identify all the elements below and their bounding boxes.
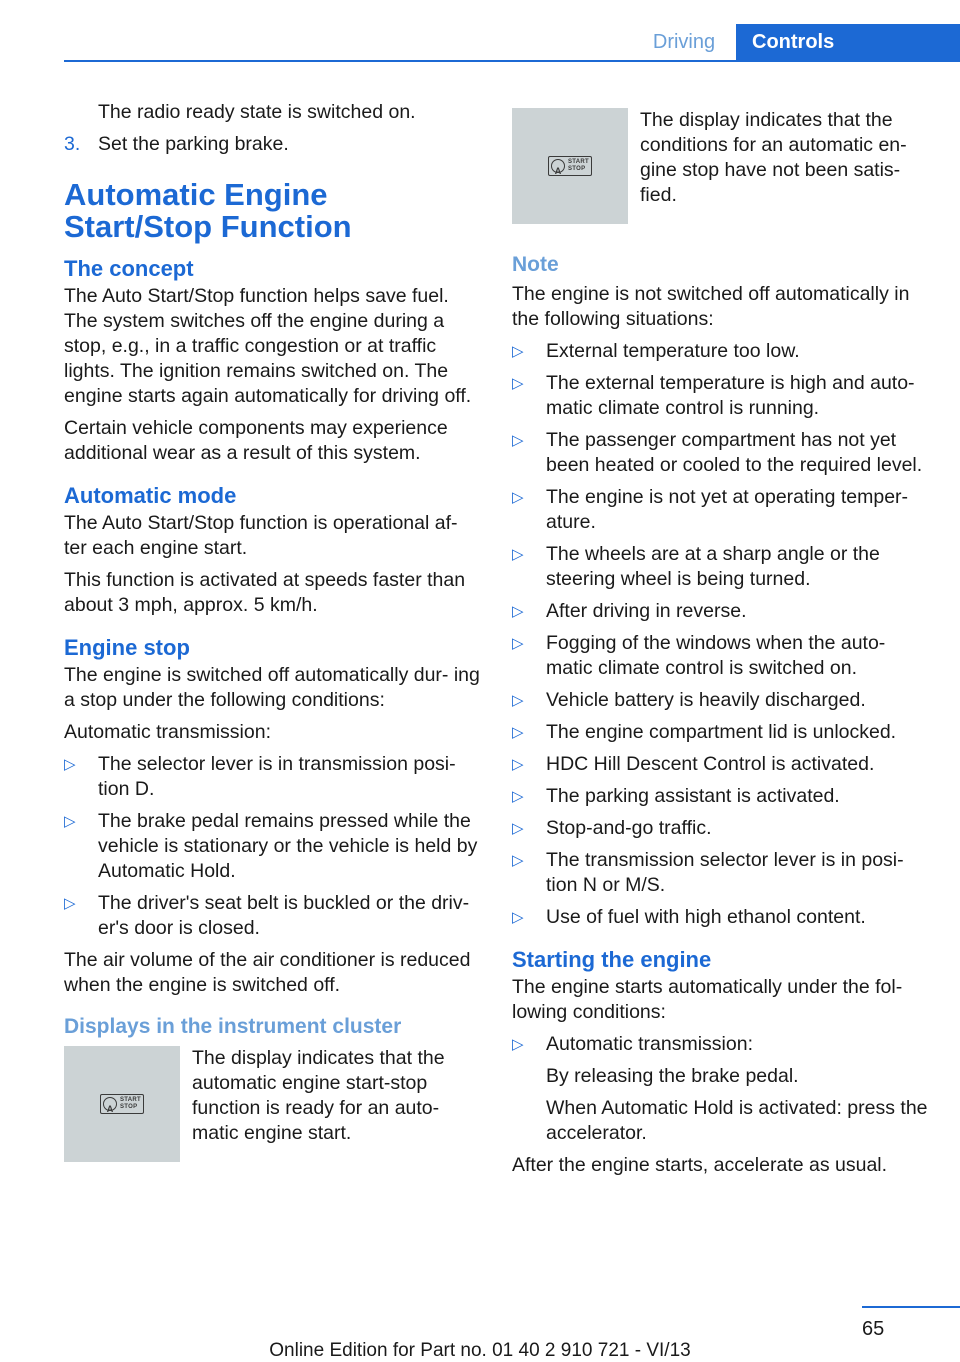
list-item: ▷ The brake pedal remains pressed while the vehicle is stationary or the vehicle is held by Automatic Hold. (64, 810, 478, 882)
bullet-triangle-icon: ▷ (64, 756, 76, 773)
bullet-triangle-icon: ▷ (512, 756, 524, 773)
list-item: ▷ The wheels are at a sharp angle or the steering wheel is being turned. (512, 543, 880, 590)
bullet-triangle-icon: ▷ (512, 375, 524, 392)
header-section-driving[interactable]: Driving (652, 31, 716, 53)
engine-stop-paragraph-3: The air volume of the air conditioner is reduced when the engine is switched off. (64, 949, 471, 996)
list-item: ▷ Use of fuel with high ethanol content. (512, 906, 866, 928)
note-list (512, 339, 930, 930)
bullet-triangle-icon: ▷ (512, 692, 524, 709)
header-rule (64, 60, 960, 62)
starting-list (512, 1032, 930, 1146)
list-item: ▷ After driving in reverse. (512, 600, 747, 622)
step-text: Set the parking brake. (98, 133, 289, 155)
list-item: ▷ Stop-and-go traffic. (512, 817, 712, 839)
bullet-triangle-icon: ▷ (512, 909, 524, 926)
starting-sub-2: When Automatic Hold is activated: press the accelerator. (546, 1097, 928, 1144)
list-item (512, 1032, 930, 1146)
bullet-triangle-icon: ▷ (512, 788, 524, 805)
edition-footer: Online Edition for Part no. 01 40 2 910 721 - VI/13 (269, 1340, 691, 1361)
list-item: ▷ The engine is not yet at operating temper‐ ature. (512, 486, 909, 533)
list-item: ▷ The external temperature is high and auto‐ matic climate control is running. (512, 372, 915, 419)
concept-paragraph-1: The Auto Start/Stop function helps save fuel. The system switches off the engine during a stop, e.g., in a traffic congestion or at traffic lights. The ignition remains switched on. The engine starts again automatically for driving off. (64, 285, 472, 407)
concept-heading: The concept (64, 256, 194, 281)
display-ready-caption: The display indicates that the automatic engine start-stop function is ready for an auto‐ matic engine start. (192, 1047, 445, 1144)
display-ready-figure (64, 1046, 482, 1162)
starting-sub-1: By releasing the brake pedal. (546, 1065, 799, 1087)
auto-circle-icon (551, 159, 565, 173)
list-item: ▷ The transmission selector lever is in posi‐ tion N or M/S. (512, 849, 904, 896)
starting-final: After the engine starts, accelerate as usual. (512, 1154, 888, 1176)
display-notmet-caption: The display indicates that the conditions for an automatic en‐ gine stop have not been satis‐ fied. (640, 109, 907, 206)
automatic-mode-paragraph-2: This function is activated at speeds faster than about 3 mph, approx. 5 km/h. (64, 569, 466, 616)
right-column (512, 100, 930, 1185)
starting-item: Automatic transmission: (546, 1033, 753, 1055)
bullet-triangle-icon: ▷ (64, 813, 76, 830)
display-notmet-figure (512, 108, 930, 224)
bullet-triangle-icon: ▷ (64, 895, 76, 912)
page-number: 65 (862, 1318, 885, 1340)
concept-paragraph-2: Certain vehicle components may experience additional wear as a result of this system. (64, 417, 448, 464)
step-number: 3. (64, 133, 81, 155)
step-3 (64, 132, 482, 157)
start-stop-ready-image (64, 1046, 180, 1162)
engine-stop-paragraph-2: Automatic transmission: (64, 721, 271, 743)
starting-heading: Starting the engine (512, 947, 712, 972)
bullet-triangle-icon: ▷ (512, 852, 524, 869)
list-item: ▷ The driver's seat belt is buckled or the driv‐ er's door is closed. (64, 892, 470, 939)
main-title: Automatic Engine Start/Stop Function (64, 177, 352, 244)
page-number-rule (862, 1306, 960, 1308)
engine-stop-paragraph-1: The engine is switched off automatically dur‐ ing a stop under the following conditions: (64, 664, 480, 711)
starting-paragraph: The engine starts automatically under the fol‐ lowing conditions: (512, 976, 903, 1023)
list-item: ▷ The parking assistant is activated. (512, 785, 840, 807)
left-column (64, 100, 482, 1174)
list-item: ▷ Vehicle battery is heavily discharged. (512, 689, 866, 711)
bullet-triangle-icon: ▷ (512, 1036, 524, 1053)
list-item: ▷ External temperature too low. (512, 340, 800, 362)
intro-line: The radio ready state is switched on. (98, 101, 416, 123)
bullet-triangle-icon: ▷ (512, 603, 524, 620)
engine-stop-heading: Engine stop (64, 635, 190, 660)
bullet-triangle-icon: ▷ (512, 724, 524, 741)
bullet-triangle-icon: ▷ (512, 546, 524, 563)
start-stop-notmet-image (512, 108, 628, 224)
note-paragraph: The engine is not switched off automatically in the following situations: (512, 283, 910, 330)
list-item: ▷ HDC Hill Descent Control is activated. (512, 753, 875, 775)
list-item: ▷ The selector lever is in transmission posi‐ tion D. (64, 753, 456, 800)
list-item: ▷ The passenger compartment has not yet been heated or cooled to the required level. (512, 429, 923, 476)
auto-start-stop-icon: A START STOP (548, 156, 592, 176)
bullet-triangle-icon: ▷ (512, 489, 524, 506)
bullet-triangle-icon: ▷ (512, 820, 524, 837)
automatic-mode-heading: Automatic mode (64, 483, 237, 508)
bullet-triangle-icon: ▷ (512, 432, 524, 449)
displays-heading: Displays in the instrument cluster (64, 1015, 402, 1038)
header-section-controls[interactable]: Controls (736, 24, 960, 60)
bullet-triangle-icon: ▷ (512, 635, 524, 652)
auto-start-stop-icon: A START STOP (100, 1094, 144, 1114)
list-item: ▷ Fogging of the windows when the auto‐ matic climate control is switched on. (512, 632, 886, 679)
note-heading: Note (512, 253, 559, 276)
list-item: ▷ The engine compartment lid is unlocked. (512, 721, 897, 743)
engine-stop-list (64, 752, 482, 941)
automatic-mode-paragraph-1: The Auto Start/Stop function is operational af‐ ter each engine start. (64, 512, 458, 559)
bullet-triangle-icon: ▷ (512, 343, 524, 360)
auto-circle-icon (103, 1097, 117, 1111)
